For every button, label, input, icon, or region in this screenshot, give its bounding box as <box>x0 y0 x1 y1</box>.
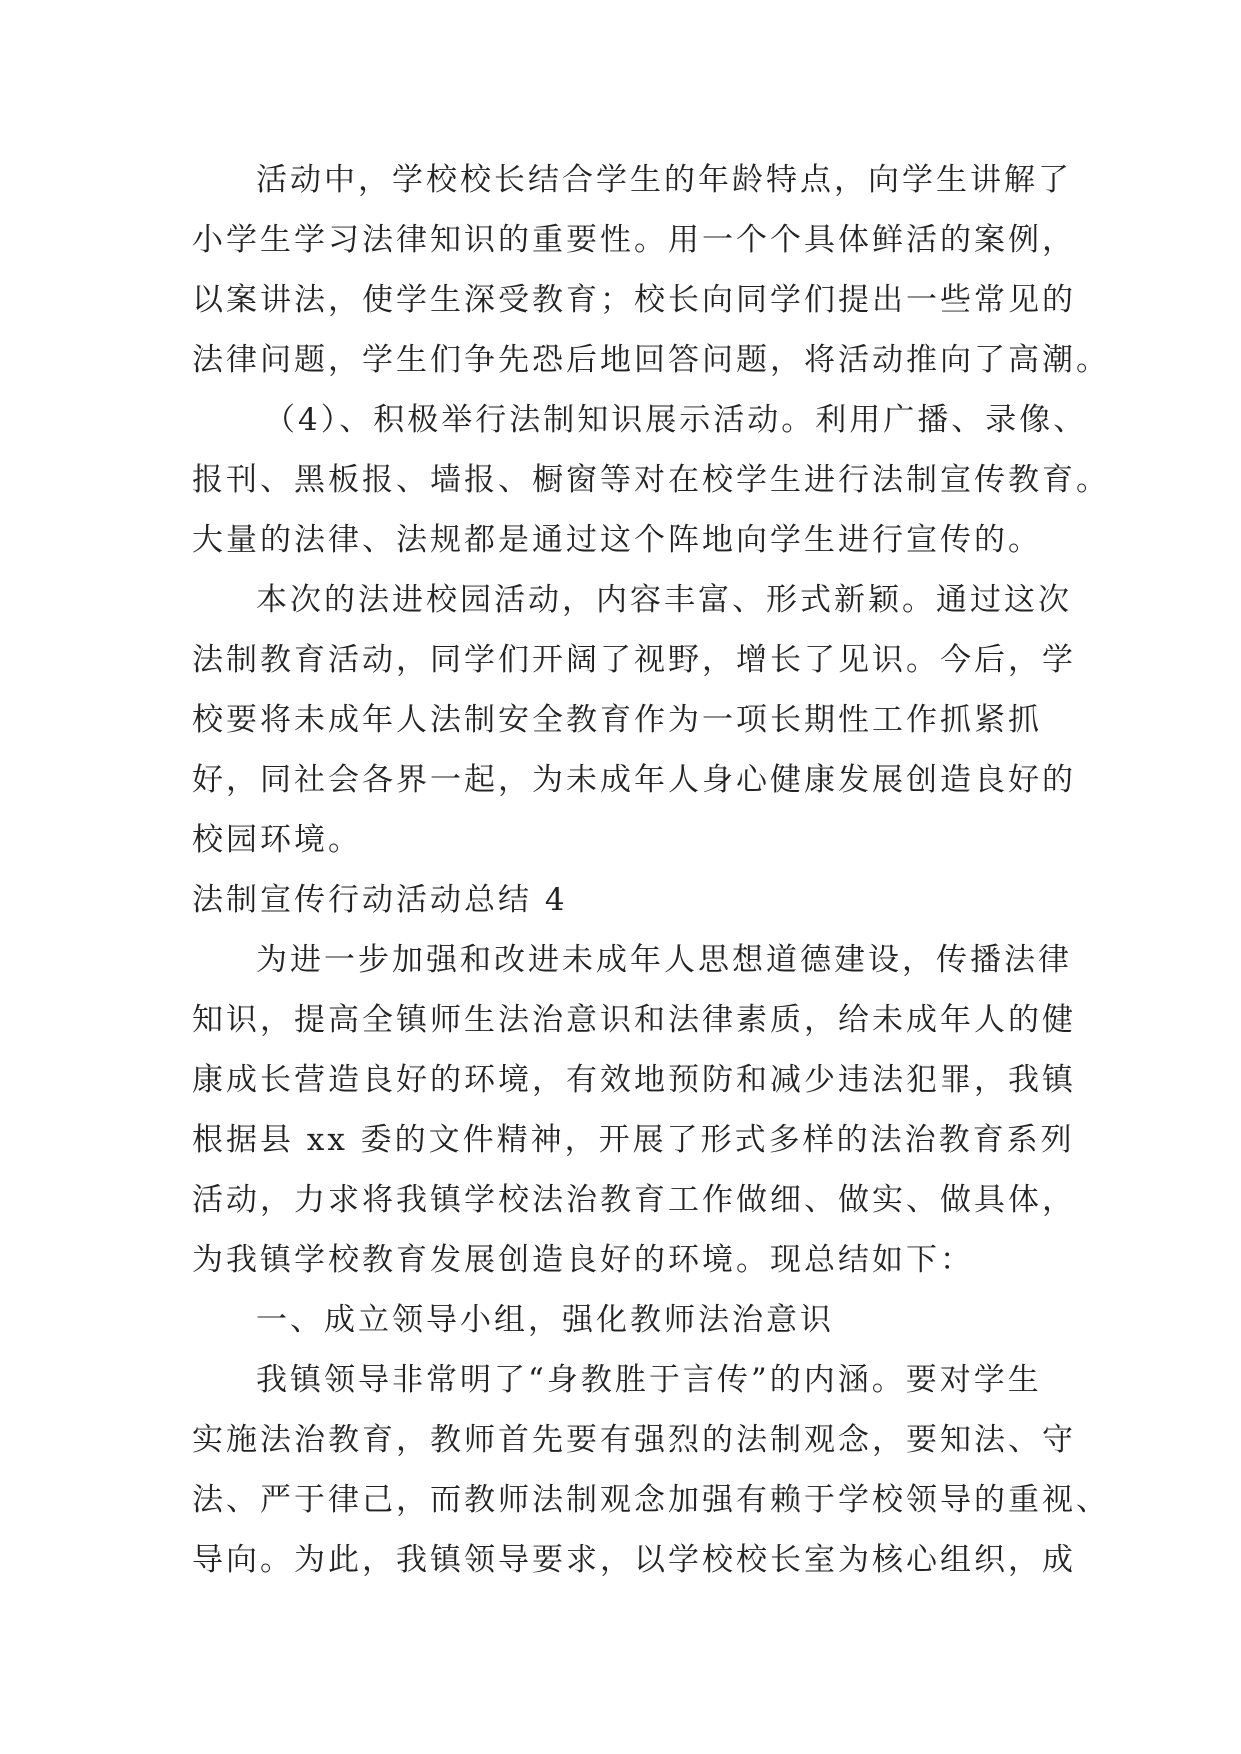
text-line: 报刊、黑板报、墙报、橱窗等对在校学生进行法制宣传教育。 <box>192 462 1110 498</box>
text-line: 法制教育活动，同学们开阔了视野，增长了见识。今后，学 <box>192 642 1076 678</box>
text-line: 小学生学习法律知识的重要性。用一个个具体鲜活的案例， <box>192 222 1076 258</box>
document-body <box>192 150 1110 1590</box>
text-line: 以案讲法，使学生深受教育；校长向同学们提出一些常见的 <box>192 282 1076 318</box>
text-line: 法律问题，学生们争先恐后地回答问题，将活动推向了高潮。 <box>192 342 1110 378</box>
text-line: 康成长营造良好的环境，有效地预防和减少违法犯罪，我镇 <box>192 1062 1076 1098</box>
subsection-heading: 一、成立领导小组，强化教师法治意识 <box>256 1302 834 1338</box>
text-line: 校要将未成年人法制安全教育作为一项长期性工作抓紧抓 <box>192 702 1042 738</box>
section-heading: 法制宣传行动活动总结 4 <box>192 882 568 918</box>
text-line: 大量的法律、法规都是通过这个阵地向学生进行宣传的。 <box>192 522 1042 558</box>
text-line: 本次的法进校园活动，内容丰富、形式新颖。通过这次 <box>256 582 1072 618</box>
text-line: 活动，力求将我镇学校法治教育工作做细、做实、做具体， <box>192 1182 1076 1218</box>
text-line: 我镇领导非常明了“身教胜于言传”的内涵。要对学生 <box>256 1362 1042 1398</box>
text-line: 为我镇学校教育发展创造良好的环境。现总结如下： <box>192 1242 974 1278</box>
text-line: 为进一步加强和改进未成年人思想道德建设，传播法律 <box>256 942 1072 978</box>
text-line: 好，同社会各界一起，为未成年人身心健康发展创造良好的 <box>192 762 1076 798</box>
text-line: 根据县 xx 委的文件精神，开展了形式多样的法治教育系列 <box>192 1122 1075 1158</box>
text-line: 知识，提高全镇师生法治意识和法律素质，给未成年人的健 <box>192 1002 1076 1038</box>
text-line: 实施法治教育，教师首先要有强烈的法制观念，要知法、守 <box>192 1422 1076 1458</box>
text-line: 导向。为此，我镇领导要求，以学校校长室为核心组织，成 <box>192 1542 1076 1578</box>
text-line: 校园环境。 <box>192 822 362 858</box>
text-line: （4）、积极举行法制知识展示活动。利用广播、录像、 <box>264 402 1088 438</box>
text-line: 法、严于律己，而教师法制观念加强有赖于学校领导的重视、 <box>192 1482 1110 1518</box>
text-line: 活动中，学校校长结合学生的年龄特点，向学生讲解了 <box>256 162 1072 198</box>
